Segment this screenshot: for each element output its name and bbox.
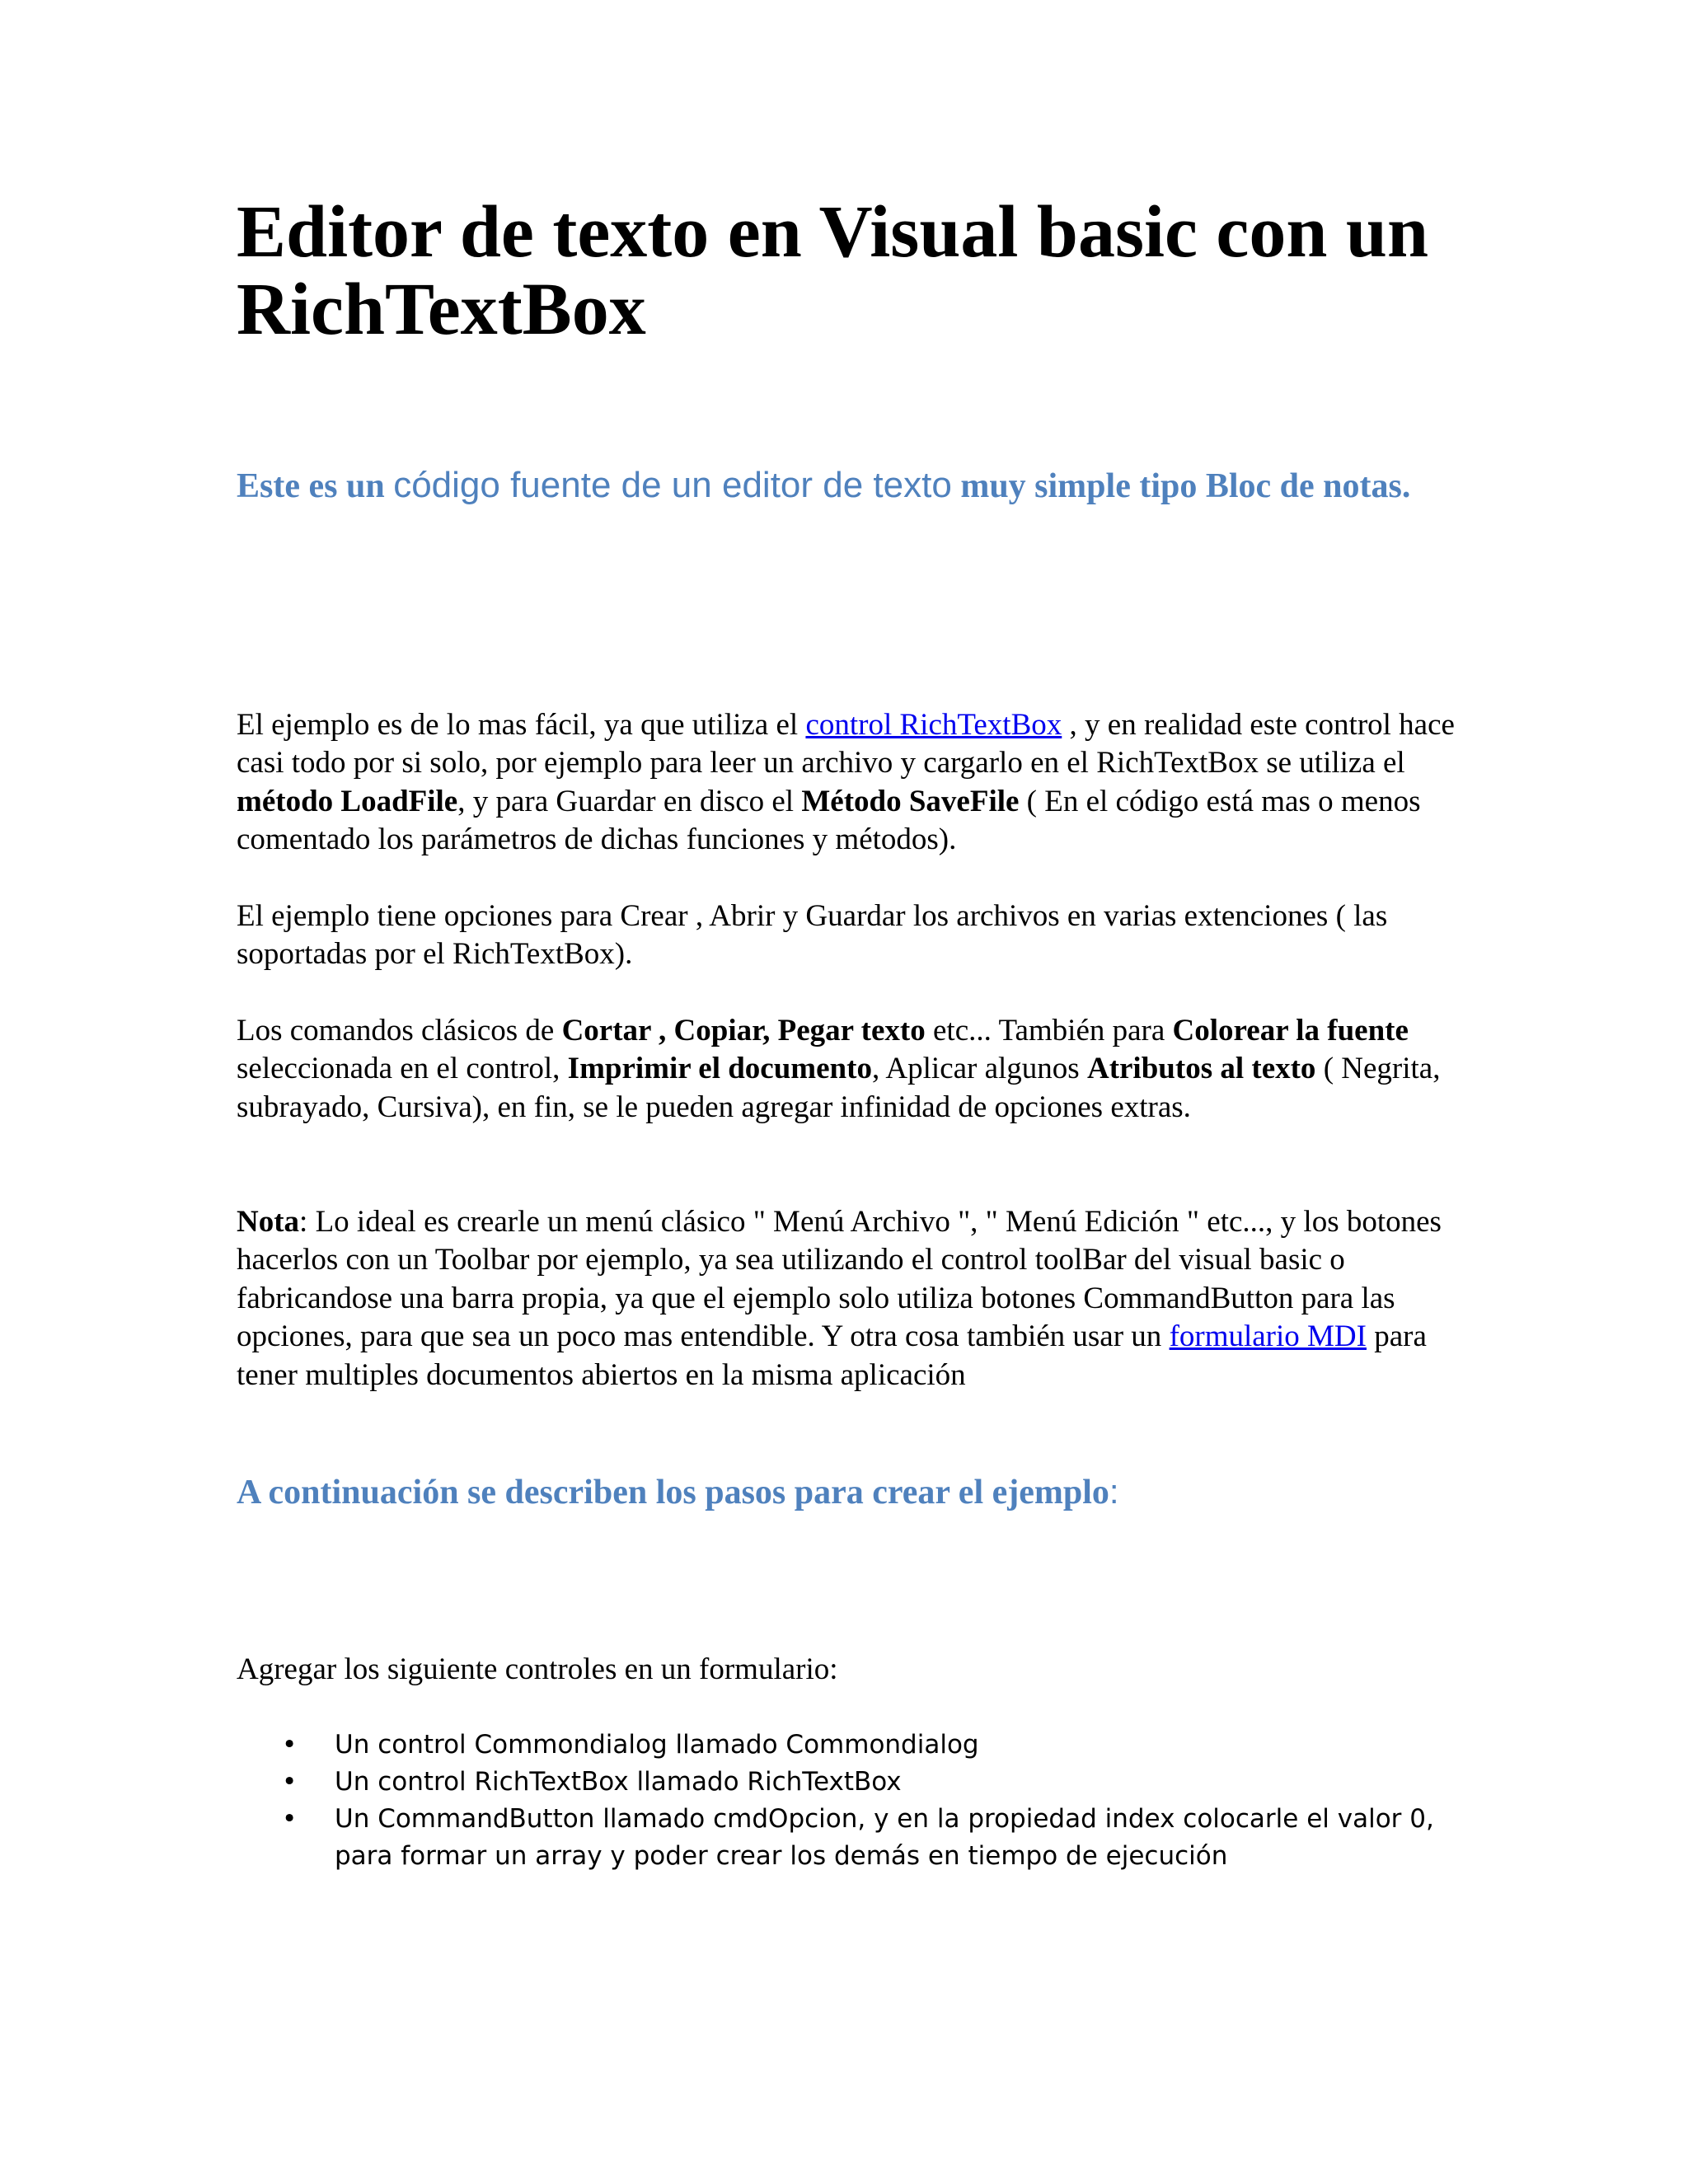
bullet-icon: • xyxy=(282,1767,298,1797)
page-title: Editor de texto en Visual basic con un RichTextBox xyxy=(237,191,1429,350)
text: , y en realidad este control hace casi todo por si solo, por ejemplo para leer un archivo y cargarlo en el RichTextBox se utiliza el xyxy=(237,708,1455,780)
bold-text: método LoadFile xyxy=(237,784,458,818)
section-heading-text: A continuación se describen los pasos para crear el ejemplo xyxy=(237,1474,1109,1511)
link-control-richtextbox[interactable]: control RichTextBox xyxy=(805,708,1062,742)
link-formulario-mdi[interactable]: formulario MDI xyxy=(1169,1319,1367,1354)
subtitle-part2: código fuente de un editor de texto xyxy=(393,465,952,505)
paragraph-options xyxy=(237,898,1481,974)
section-heading xyxy=(237,1469,1119,1516)
text: ( Negrita, subrayado, Cursiva), en fin, se le pueden agregar infinidad de opciones extras. xyxy=(237,1052,1441,1124)
text: para tener multiples documentos abiertos en la misma aplicación xyxy=(237,1319,1427,1392)
paragraph-note xyxy=(237,1203,1481,1394)
list-item xyxy=(237,1801,1481,1875)
paragraph-intro xyxy=(237,706,1481,860)
bold-text: Imprimir el documento xyxy=(567,1052,872,1086)
text: etc... También para xyxy=(925,1014,1173,1047)
subtitle-part1: Este es un xyxy=(237,467,394,505)
paragraph-add-controls: Agregar los siguiente controles en un formulario: xyxy=(237,1652,838,1686)
list-item-text: Un control Commondialog llamado Commondialog xyxy=(335,1730,979,1760)
list-item-text: Un CommandButton llamado cmdOpcion, y en la propiedad index colocarle el valor 0, para formar un array y poder crear los demás en tiempo de ejecución xyxy=(335,1804,1434,1871)
bold-text: Cortar , Copiar, Pegar texto xyxy=(561,1014,926,1047)
bullet-icon: • xyxy=(282,1804,298,1834)
subtitle-part3: muy simple tipo Bloc de notas xyxy=(951,467,1402,505)
subtitle-part4: . xyxy=(1401,467,1411,505)
bold-text: Método SaveFile xyxy=(801,784,1020,818)
text: El ejemplo es de lo mas fácil, ya que utiliza el xyxy=(237,708,806,742)
text: El ejemplo tiene opciones para Crear , Abrir y Guardar los archivos en varias extenciones ( las soportadas por el RichTextBox). xyxy=(237,899,1388,972)
bold-text: Colorear la fuente xyxy=(1172,1014,1409,1047)
bold-text: Atributos al texto xyxy=(1086,1052,1316,1086)
bold-text: Nota xyxy=(237,1205,300,1239)
text: , Aplicar algunos xyxy=(871,1052,1087,1086)
list-item-text: Un control RichTextBox llamado RichTextBox xyxy=(335,1767,902,1797)
paragraph-commands xyxy=(237,1012,1481,1127)
text: ( En el código está mas o menos comentado los parámetros de dichas funciones y métodos). xyxy=(237,784,1421,857)
subtitle xyxy=(237,452,1440,520)
text: : Lo ideal es crearle un menú clásico " Menú Archivo ", " Menú Edición " etc..., y los botones hacerlos con un Toolbar por ejemplo, ya sea utilizando el control toolBar del visual basic o fabricandose una barra propia, ya que el ejemplo solo utiliza botones CommandButton para las opciones, para que sea un poco mas entendible. Y otra cosa también usar un xyxy=(237,1205,1442,1354)
bullet-icon: • xyxy=(282,1730,298,1760)
text: seleccionada en el control, xyxy=(237,1052,568,1086)
text: Los comandos clásicos de xyxy=(237,1014,562,1047)
controls-list xyxy=(237,1727,1481,1875)
list-item xyxy=(237,1727,1481,1764)
section-heading-colon: : xyxy=(1109,1472,1119,1511)
text: , y para Guardar en disco el xyxy=(457,784,802,818)
list-item xyxy=(237,1764,1481,1801)
